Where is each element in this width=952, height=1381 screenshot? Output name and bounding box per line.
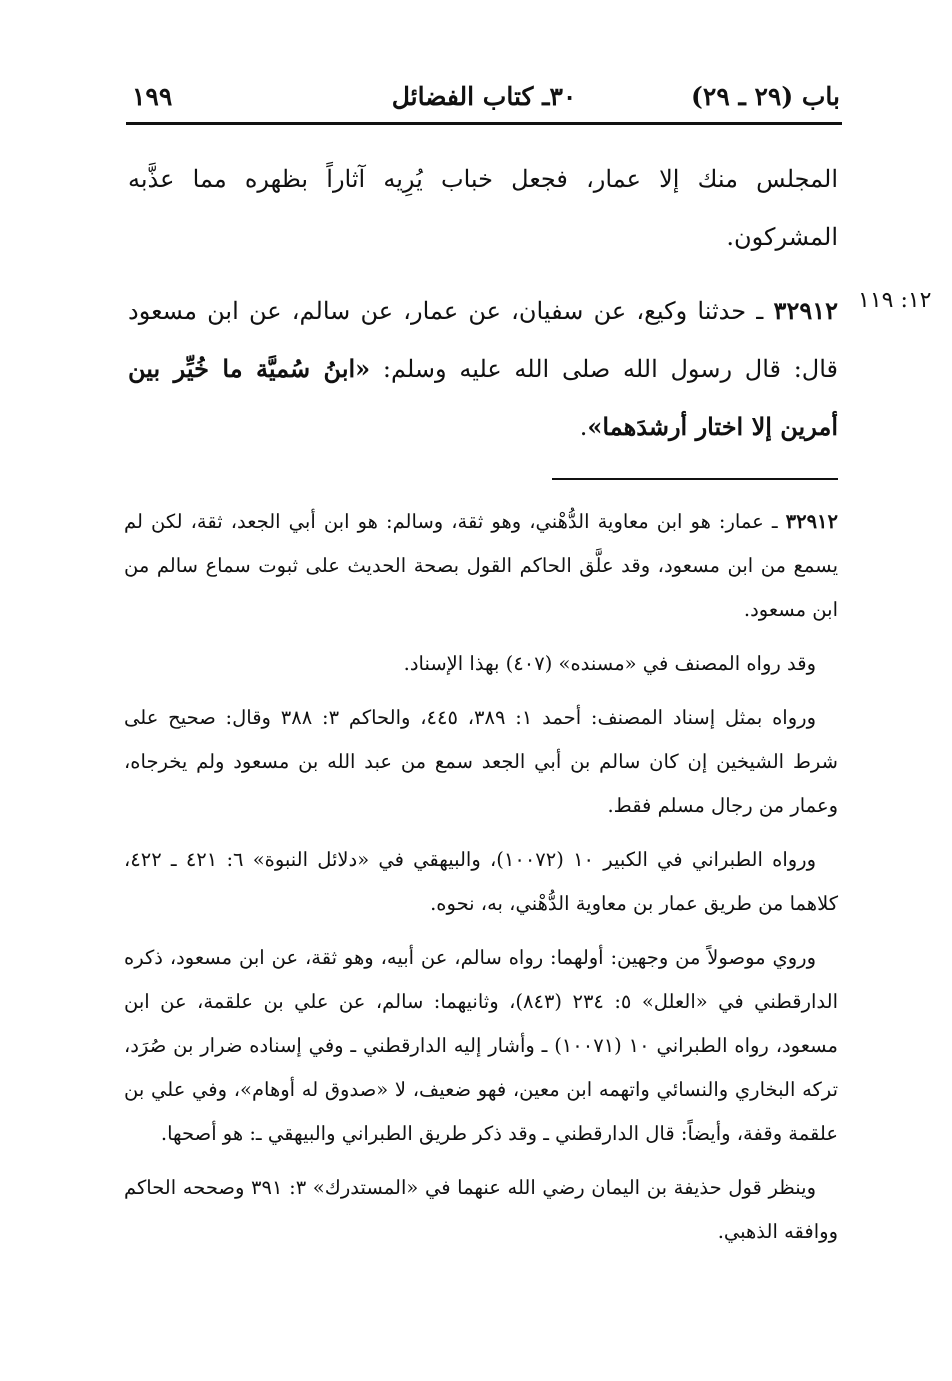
footnote-paragraph: ورواه بمثل إسناد المصنف: أحمد ١: ٣٨٩، ٤٤٥، والحاكم ٣: ٣٨٨ وقال: صحيح على شرط الشيخين إن كان سالم بن أبي الجعد سمع من عبد الله بن مسعود ولم يخرجاه، وعمار من رجال مسلم فقط. (124, 706, 838, 817)
chapter-title: باب (٢٩ ـ ٢٩) (691, 82, 840, 111)
hadith-isnad: ـ حدثنا وكيع، عن سفيان، عن عمار، عن سالم، عن ابن مسعود قال: قال رسول الله صلى الله عليه وسلم: (128, 297, 839, 383)
footnotes (124, 500, 838, 1264)
page-number: ١٩٩ (132, 82, 173, 111)
continuation-paragraph: المجلس منك إلا عمار، فجعل خباب يُرِيه آثاراً بظهره مما عذَّبه المشركون. (128, 165, 838, 251)
hadith-paragraph (128, 282, 838, 456)
running-header (128, 82, 840, 122)
footnote-paragraph: وقد رواه المصنف في «مسنده» (٤٠٧) بهذا الإسناد. (403, 652, 816, 675)
hadith-number: ٣٢٩١٢ (773, 296, 838, 325)
margin-reference: ١٢: ١١٩ (858, 288, 932, 313)
footnote-paragraph: ورواه الطبراني في الكبير ١٠ (١٠٠٧٢)، والبيهقي في «دلائل النبوة» ٦: ٤٢١ ـ ٤٢٢، كلاهما من طريق عمار بن معاوية الدُّهْني، به، نحوه. (124, 848, 838, 915)
footnote-text: ـ عمار: هو ابن معاوية الدُّهْني، وهو ثقة، وسالم: هو ابن أبي الجعد، ثقة، لكن لم يسمع من ابن مسعود، وقد علَّق الحاكم القول بصحة الحديث على ثبوت سماع سالم من ابن مسعود. (124, 510, 838, 621)
footnote-number: ٣٢٩١٢ (785, 510, 838, 533)
footnote-paragraph: وينظر قول حذيفة بن اليمان رضي الله عنهما في «المستدرك» ٣: ٣٩١ وصححه الحاكم ووافقه الذهبي. (124, 1176, 838, 1243)
footnote-paragraph: وروي موصولاً من وجهين: أولهما: رواه سالم، عن أبيه، وهو ثقة، عن ابن مسعود، ذكره الدارقطني في «العلل» ٥: ٢٣٤ (٨٤٣)، وثانيهما: سالم، عن علي بن علقمة، عن ابن مسعود، رواه الطبراني ١٠ (١٠٠٧١) ـ وأشار إليه الدارقطني ـ وفي إسناده ضرار بن صُرَد، تركه البخاري والنسائي واتهمه ابن معين، فهو ضعيف، لا «صدوق له أوهام»، وفي علي بن علقمة وقفة، وأيضاً: قال الدارقطني ـ وقد ذكر طريق الطبراني والبيهقي ـ: هو أصحها. (124, 946, 839, 1145)
book-title: ٣٠ـ كتاب الفضائل (391, 82, 577, 111)
footnote-separator (552, 478, 838, 480)
hadith-end: . (579, 413, 588, 441)
header-rule (126, 122, 842, 125)
footnote-paragraph (124, 500, 838, 632)
hadith-matn: «ابنُ سُميَّة ما خُيِّر بين أمرين إلا اختار أرشدَهما» (128, 354, 838, 441)
